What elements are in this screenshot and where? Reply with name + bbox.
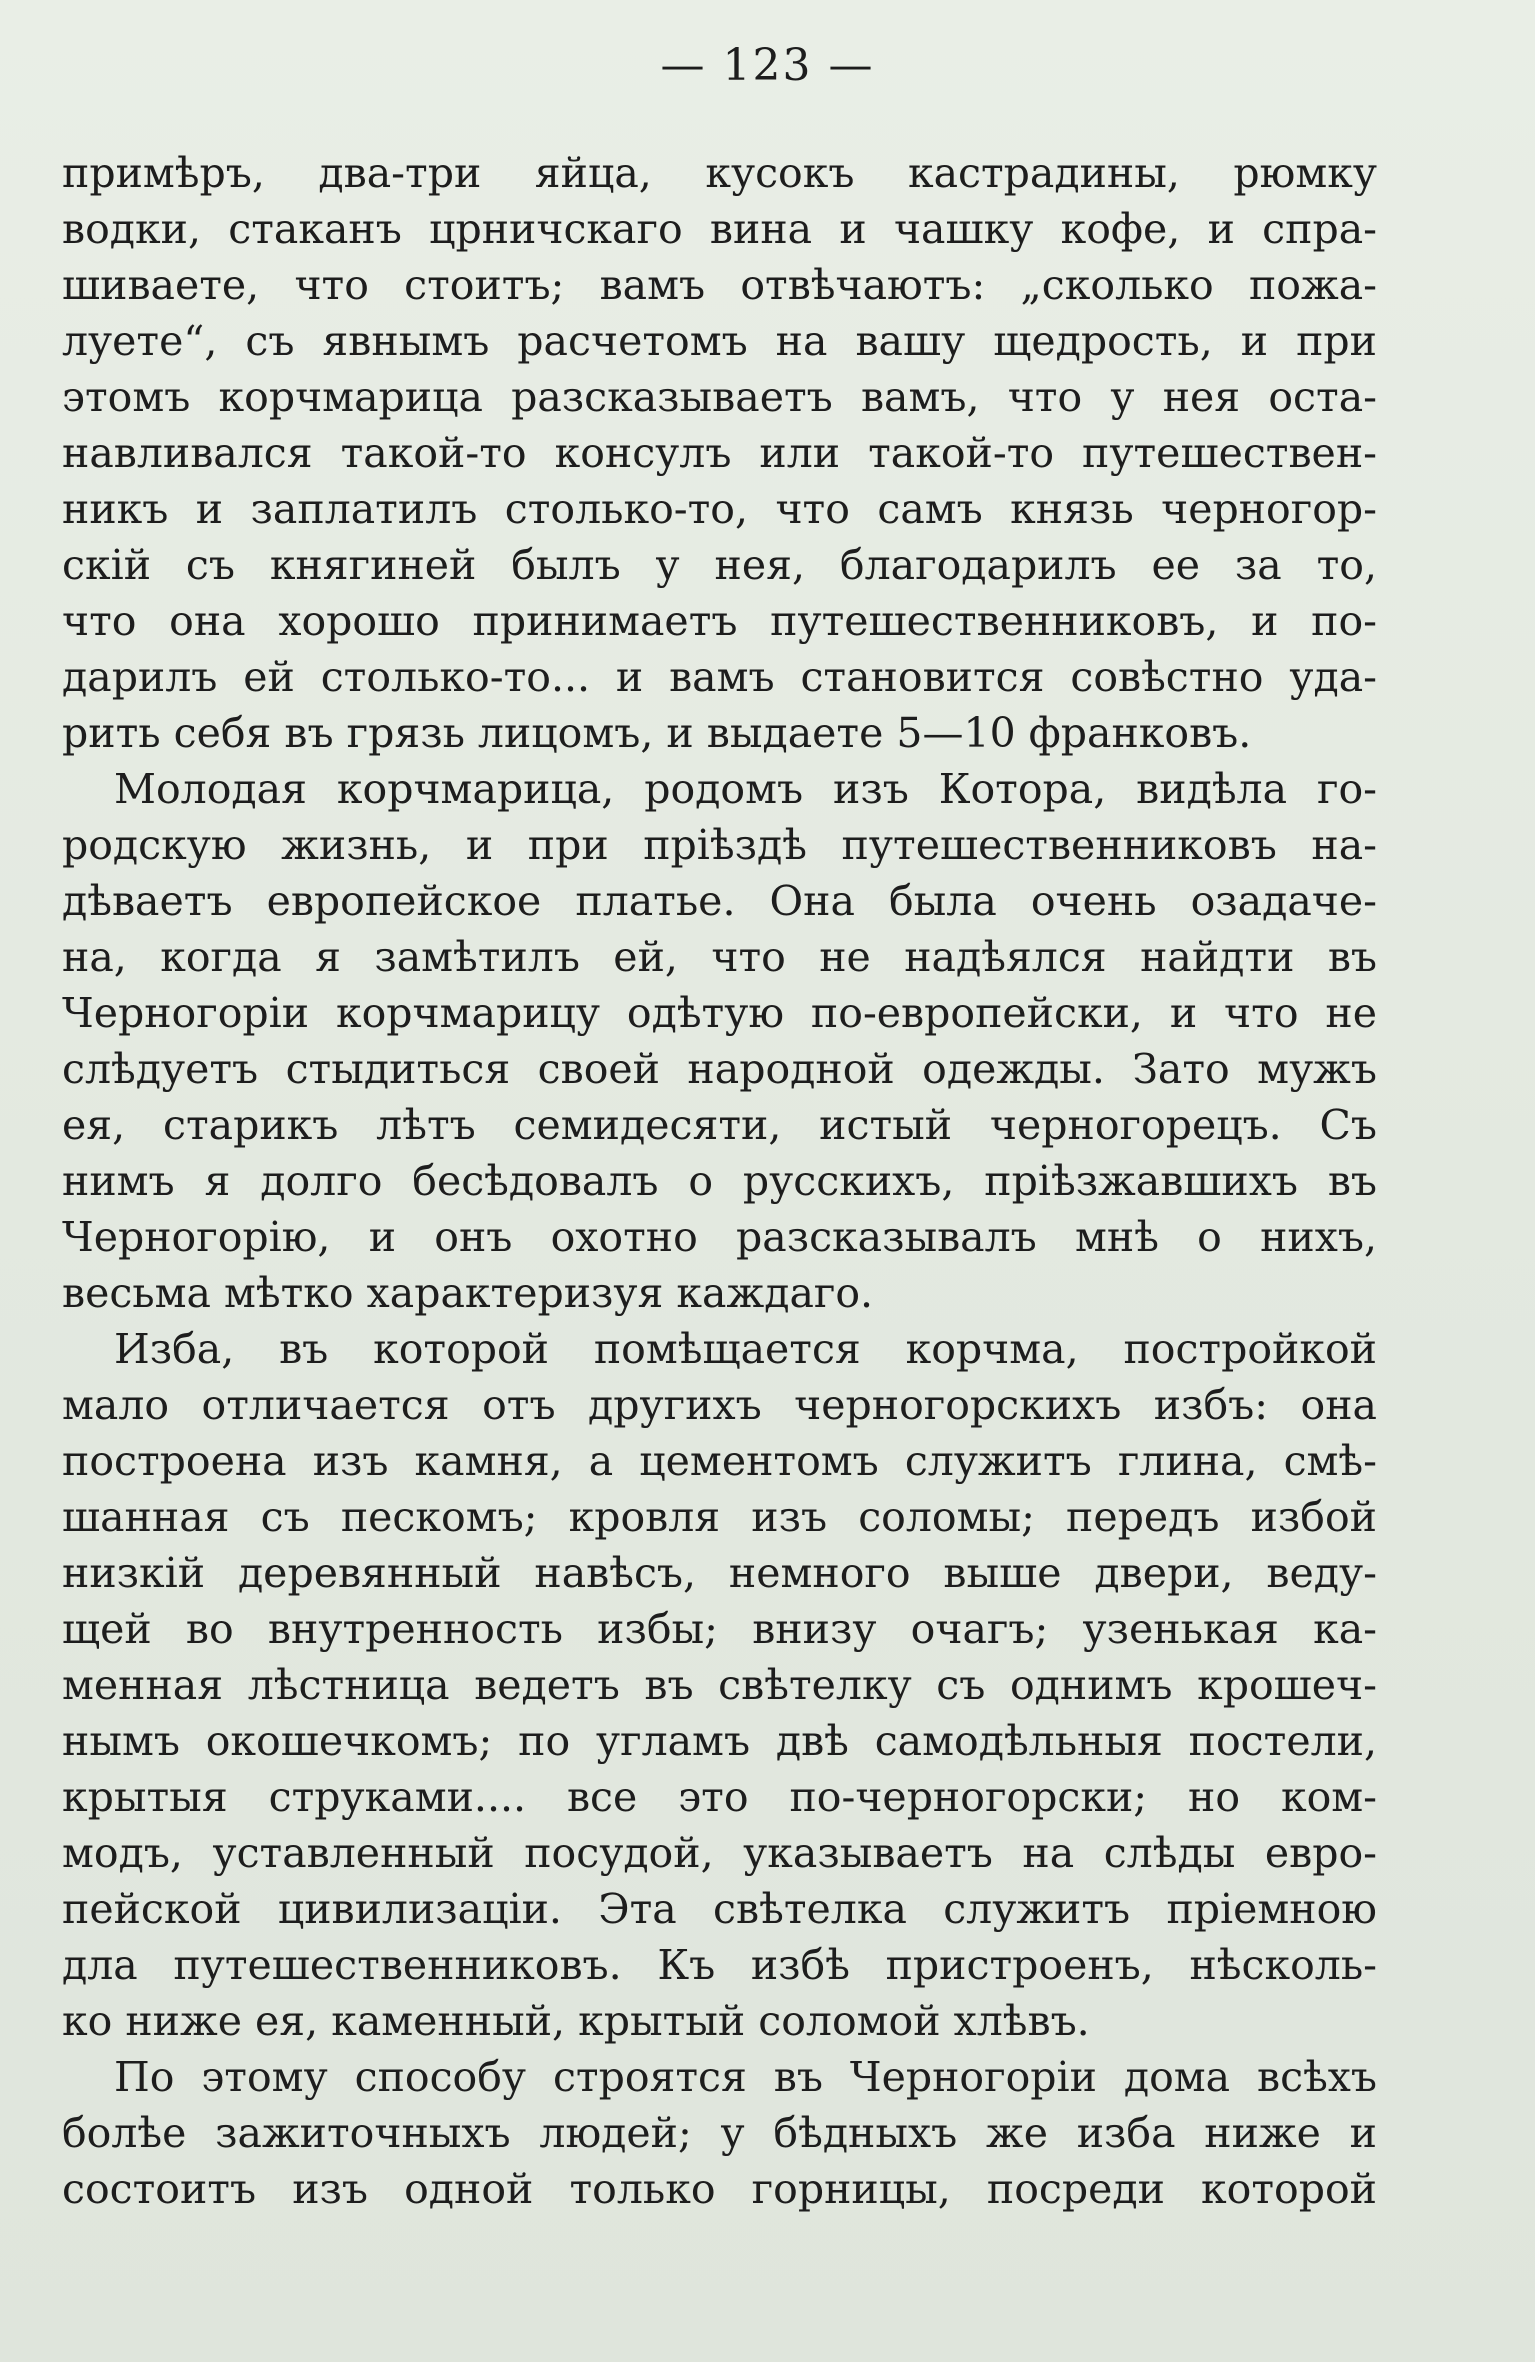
text-line: нымъ окошечкомъ; по угламъ двѣ самодѣльныя постели, bbox=[62, 1717, 1377, 1765]
paragraph bbox=[62, 761, 1377, 1321]
page-number: — 123 — bbox=[660, 40, 875, 91]
text-line: щей во внутренность избы; внизу очагъ; узенькая ка- bbox=[62, 1605, 1377, 1653]
text-line: родскую жизнь, и при пріѣздѣ путешественниковъ на- bbox=[62, 821, 1377, 869]
text-line: луете“, съ явнымъ расчетомъ на вашу щедрость, и при bbox=[62, 317, 1377, 365]
text-line: ко ниже ея, каменный, крытый соломой хлѣвъ. bbox=[62, 1997, 1090, 2045]
body-text bbox=[62, 145, 1377, 2217]
text-line: водки, стаканъ црничскаго вина и чашку кофе, и спра- bbox=[62, 205, 1377, 253]
text-line: состоитъ изъ одной только горницы, посреди которой bbox=[62, 2165, 1377, 2213]
text-line: шанная съ пескомъ; кровля изъ соломы; передъ избой bbox=[62, 1493, 1377, 1541]
text-line: на, когда я замѣтилъ ей, что не надѣялся найдти въ bbox=[62, 933, 1377, 981]
text-line: шиваете, что стоитъ; вамъ отвѣчаютъ: „сколько пожа- bbox=[62, 261, 1377, 309]
text-line: рить себя въ грязь лицомъ, и выдаете 5—10 франковъ. bbox=[62, 709, 1252, 757]
text-line: По этому способу строятся въ Черногоріи дома всѣхъ bbox=[114, 2053, 1377, 2101]
text-line: этомъ корчмарица разсказываетъ вамъ, что у нея оста- bbox=[62, 373, 1377, 421]
paragraph bbox=[62, 1321, 1377, 2049]
text-line: навливался такой-то консулъ или такой-то путешествен- bbox=[62, 429, 1377, 477]
text-line: мало отличается отъ другихъ черногорскихъ избъ: она bbox=[62, 1381, 1377, 1429]
text-line: ея, старикъ лѣтъ семидесяти, истый черногорецъ. Съ bbox=[62, 1101, 1377, 1149]
text-line: менная лѣстница ведетъ въ свѣтелку съ однимъ крошеч- bbox=[62, 1661, 1377, 1709]
text-line: крытыя струками.... все это по-черногорски; но ком- bbox=[62, 1773, 1377, 1821]
text-line: Черногоріи корчмарицу одѣтую по-европейски, и что не bbox=[62, 989, 1377, 1037]
text-line: низкій деревянный навѣсъ, немного выше двери, веду- bbox=[62, 1549, 1377, 1597]
text-line: никъ и заплатилъ столько-то, что самъ князь черногор- bbox=[62, 485, 1377, 533]
text-line: что она хорошо принимаетъ путешественниковъ, и по- bbox=[62, 597, 1377, 645]
text-line: нимъ я долго бесѣдовалъ о русскихъ, пріѣзжавшихъ въ bbox=[62, 1157, 1377, 1205]
text-line: построена изъ камня, а цементомъ служитъ глина, смѣ- bbox=[62, 1437, 1377, 1485]
paragraph bbox=[62, 2049, 1377, 2217]
text-line: болѣе зажиточныхъ людей; у бѣдныхъ же изба ниже и bbox=[62, 2109, 1377, 2157]
text-line: скій съ княгиней былъ у нея, благодарилъ ее за то, bbox=[62, 541, 1377, 589]
text-line: Черногорію, и онъ охотно разсказывалъ мнѣ о нихъ, bbox=[62, 1213, 1377, 1261]
text-line: модъ, уставленный посудой, указываетъ на слѣды евро- bbox=[62, 1829, 1377, 1877]
text-line: слѣдуетъ стыдиться своей народной одежды. Зато мужъ bbox=[62, 1045, 1377, 1093]
text-line: дла путешественниковъ. Къ избѣ пристроенъ, нѣсколь- bbox=[62, 1941, 1377, 1989]
text-line: примѣръ, два-три яйца, кусокъ кастрадины, рюмку bbox=[62, 149, 1377, 197]
text-line: пейской цивилизаціи. Эта свѣтелка служитъ пріемною bbox=[62, 1885, 1377, 1933]
text-line: Молодая корчмарица, родомъ изъ Котора, видѣла го- bbox=[114, 765, 1377, 813]
paragraph bbox=[62, 145, 1377, 761]
text-line: дѣваетъ европейское платье. Она была очень озадаче- bbox=[62, 877, 1377, 925]
text-line: Изба, въ которой помѣщается корчма, постройкой bbox=[114, 1325, 1377, 1373]
text-line: весьма мѣтко характеризуя каждаго. bbox=[62, 1269, 874, 1317]
text-line: дарилъ ей столько-то... и вамъ становится совѣстно уда- bbox=[62, 653, 1377, 701]
